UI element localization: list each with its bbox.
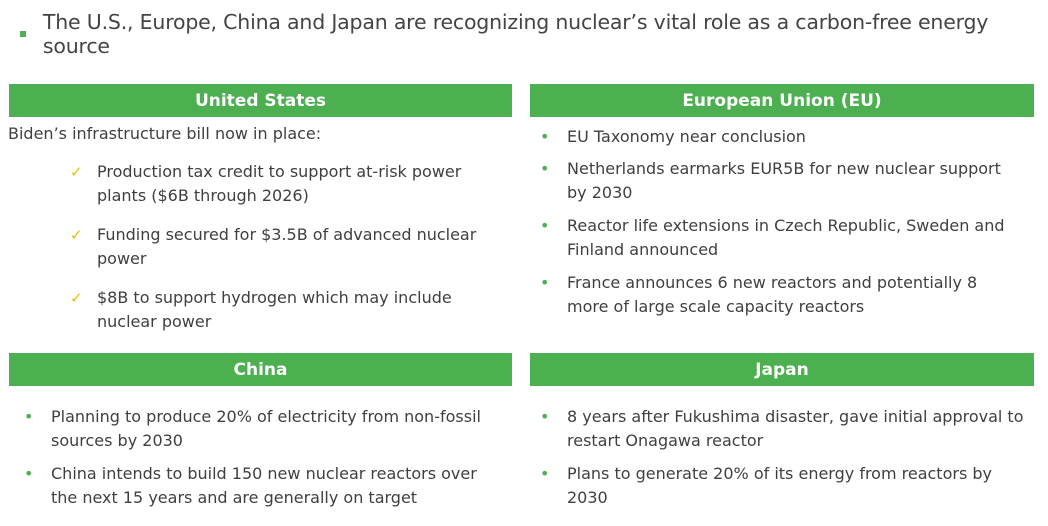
bullet-icon: •	[540, 464, 550, 483]
list-item: • Netherlands earmarks EUR5B for new nuclear support by 2030	[540, 159, 1001, 202]
us-list	[70, 160, 490, 334]
list-item: ✓ $8B to support hydrogen which may include nuclear power	[70, 288, 452, 331]
bullet-icon: •	[24, 464, 34, 483]
list-item: • Planning to produce 20% of electricity from non-fossil sources by 2030	[24, 407, 481, 450]
list-item: • China intends to build 150 new nuclear reactors over the next 15 years and are generally on target	[24, 464, 477, 507]
checkmark-icon: ✓	[70, 163, 83, 181]
bullet-icon: •	[540, 127, 550, 146]
china-header-bar	[9, 353, 512, 386]
japan-header-bar	[530, 353, 1034, 386]
bullet-icon: •	[24, 407, 34, 426]
china-title: China	[233, 359, 288, 380]
checkmark-icon: ✓	[70, 289, 83, 307]
headline	[20, 10, 1048, 58]
china-list	[24, 405, 499, 510]
japan-title: Japan	[755, 359, 809, 380]
list-item: • Reactor life extensions in Czech Republic, Sweden and Finland announced	[540, 216, 1005, 259]
checkmark-icon: ✓	[70, 226, 83, 244]
list-item: ✓ Funding secured for $3.5B of advanced nuclear power	[70, 225, 477, 268]
japan-list	[540, 405, 1025, 510]
bullet-icon: •	[540, 273, 550, 292]
list-item: ✓ Production tax credit to support at-risk power plants ($6B through 2026)	[70, 162, 462, 205]
eu-list	[540, 125, 1015, 319]
list-item: • EU Taxonomy near conclusion	[540, 125, 1015, 149]
eu-title: European Union (EU)	[682, 90, 882, 111]
us-header-bar	[9, 84, 512, 117]
headline-bullet-icon	[20, 31, 26, 37]
us-intro: Biden’s infrastructure bill now in place:	[8, 124, 322, 143]
bullet-icon: •	[540, 216, 550, 235]
list-item: • France announces 6 new reactors and potentially 8 more of large scale capacity reactors	[540, 273, 978, 316]
eu-header-bar	[530, 84, 1034, 117]
bullet-icon: •	[540, 159, 550, 178]
list-item: • Plans to generate 20% of its energy from reactors by 2030	[540, 464, 992, 507]
us-title: United States	[194, 90, 327, 111]
headline-text: The U.S., Europe, China and Japan are recognizing nuclear’s vital role as a carbon-free energy source	[42, 10, 989, 58]
bullet-icon: •	[540, 407, 550, 426]
list-item: • 8 years after Fukushima disaster, gave initial approval to restart Onagawa reactor	[540, 407, 1024, 450]
